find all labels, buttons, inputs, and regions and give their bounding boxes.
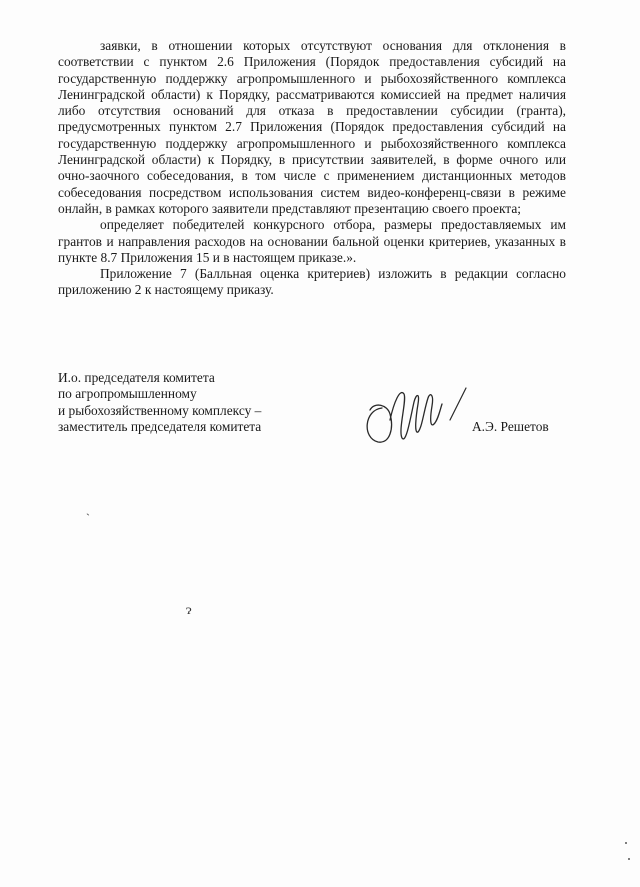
- signatory-position-line: по агропромышленному: [58, 386, 197, 402]
- document-body: [58, 38, 566, 299]
- paragraph-applications-review: заявки, в отношении которых отсутствуют основания для отклонения в соответствии с пунктом 2.6 Приложения (Порядок предоставления субсидий на государственную поддержку агропромышленного и рыбохозяйственного комплекса Ленинградской области) к Порядку, рассматриваются комиссией на предмет наличия либо отсутствия оснований для отказа в предоставлении субсидии (гранта), предусмотренных пунктом 2.7 Приложения (Порядок предоставления субсидий на государственную поддержку агропромышленного и рыбохозяйственного комплекса Ленинградской области) к Порядку, в присутствии заявителей, в форме очного или очно-заочного собеседования, в том числе с применением дистанционных методов собеседования посредством использования систем видео-конференц-связи в режиме онлайн, в рамках которого заявители представляют презентацию своего проекта;: [58, 38, 566, 216]
- handwritten-signature: [360, 380, 480, 450]
- signatory-position-line: заместитель председателя комитета: [58, 418, 262, 434]
- paragraph-winners-determination: определяет победителей конкурсного отбора, размеры предоставляемых им грантов и направления расходов на основании бальной оценки критериев, указанных в пункте 8.7 Приложения 15 и в настоящем приказе.».: [58, 217, 566, 265]
- scan-speck: ɂ: [186, 603, 192, 618]
- scan-speck: [625, 842, 627, 844]
- scan-speck: `: [86, 511, 90, 525]
- signatory-name: А.Э. Решетов: [472, 419, 549, 434]
- signatory-position-line: и рыбохозяйственному комплексу –: [58, 402, 262, 418]
- scan-speck: [628, 858, 630, 860]
- paragraph-appendix-7: Приложение 7 (Балльная оценка критериев) изложить в редакции согласно приложению 2 к настоящему приказу.: [58, 266, 566, 298]
- signatory-position: [58, 370, 261, 435]
- signatory-position-line: И.о. председателя комитета: [58, 370, 215, 385]
